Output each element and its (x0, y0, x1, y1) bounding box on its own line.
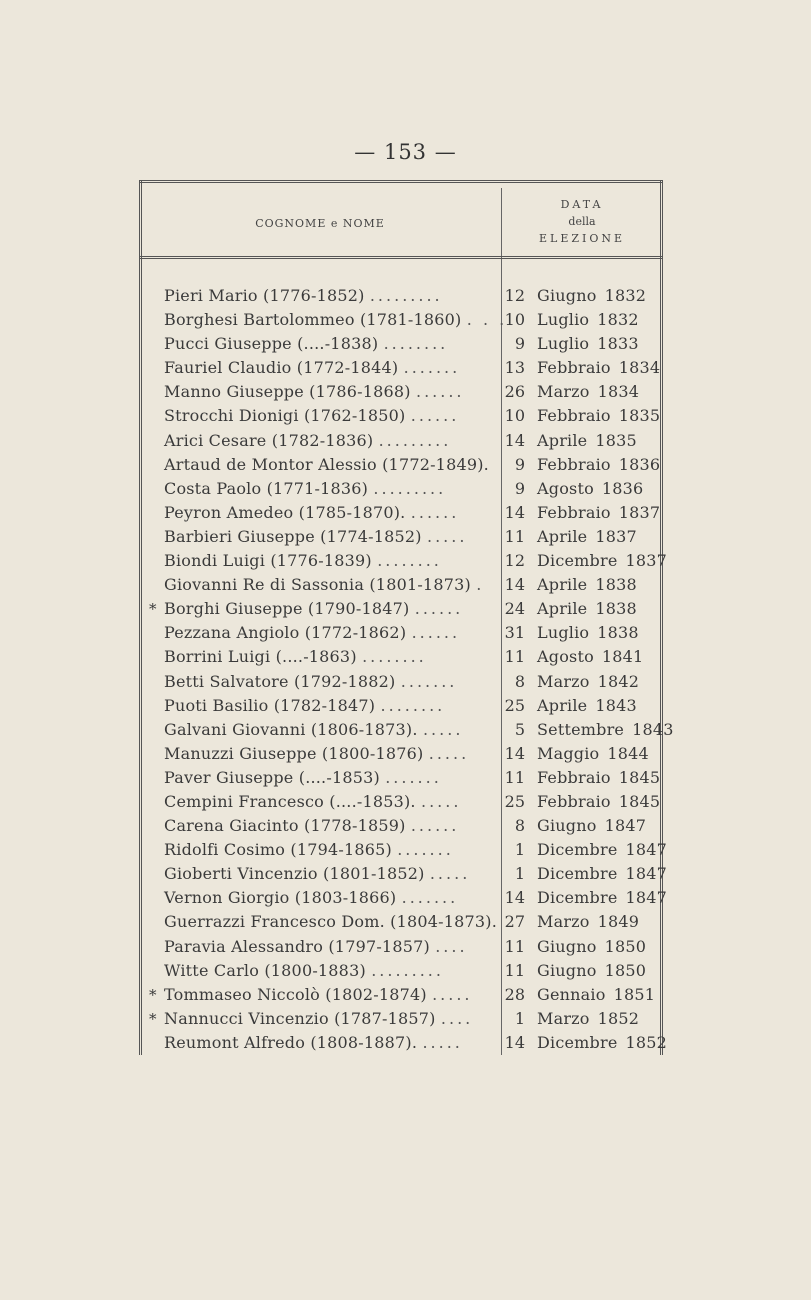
leader-dots: ....... (401, 888, 459, 908)
member-name-cell (164, 670, 499, 694)
member-name: Pucci Giuseppe (....-1838) (164, 334, 379, 354)
election-year: 1841 (601, 647, 644, 667)
election-year: 1852 (597, 1008, 640, 1028)
member-name-cell (164, 356, 499, 380)
election-day: 8 (514, 816, 525, 836)
leader-dots: ...... (410, 502, 460, 522)
election-year: 1835 (618, 406, 661, 426)
member-name-cell (164, 886, 499, 910)
leader-dots: ...... (411, 623, 461, 643)
election-year: 1847 (604, 816, 647, 836)
election-month: Febbraio (537, 502, 611, 522)
member-name: Cempini Francesco (....-1853). (164, 791, 416, 811)
election-month: Settembre (537, 719, 625, 739)
election-month-year (537, 983, 661, 1007)
election-year: 1851 (613, 984, 656, 1004)
election-year: 1843 (595, 695, 637, 715)
member-name: Paravia Alessandro (1797-1857) (164, 936, 430, 956)
election-day: 11 (504, 526, 525, 546)
member-name: Puoti Basilio (1782-1847) (164, 695, 376, 715)
election-month: Aprile (537, 526, 588, 546)
table-row (139, 718, 674, 742)
member-name-cell (164, 645, 499, 669)
election-month-year (537, 501, 661, 525)
table-row (139, 356, 663, 380)
table-row (139, 549, 668, 573)
election-day: 25 (504, 695, 525, 715)
member-name-cell (164, 621, 499, 645)
page-number: — 153 — (354, 140, 457, 164)
member-name-cell (164, 501, 499, 525)
election-month-year (537, 332, 661, 356)
election-year: 1838 (595, 575, 637, 595)
election-month-year (537, 718, 674, 742)
election-year: 1838 (597, 623, 639, 643)
table-row (139, 766, 663, 790)
table-row (139, 670, 663, 694)
election-year: 1842 (597, 671, 640, 691)
member-name: Guerrazzi Francesco Dom. (1804-1873). (164, 912, 497, 932)
election-day: 26 (504, 382, 525, 402)
leader-dots: ...... (414, 599, 464, 619)
leader-dots: ..... (429, 864, 471, 884)
election-day: 14 (504, 502, 525, 522)
member-name-cell (164, 573, 499, 597)
election-month: Aprile (537, 430, 588, 450)
table-row (139, 959, 663, 983)
table-row (139, 525, 663, 549)
name-column-header: COGNOME e NOME (255, 217, 385, 230)
election-month-year (537, 742, 661, 766)
leader-dots: ........ (383, 334, 449, 354)
member-name: Tommaseo Niccolò (1802-1874) (164, 984, 427, 1004)
leader-dots: ....... (400, 671, 458, 691)
election-month: Giugno (537, 936, 597, 956)
election-day: 14 (504, 1032, 525, 1052)
election-day: 5 (514, 719, 525, 739)
table-row (139, 501, 663, 525)
member-name-cell (164, 549, 499, 573)
member-name-cell (164, 935, 499, 959)
election-month-year (537, 404, 661, 428)
election-day: 14 (504, 575, 525, 595)
leader-dots: ......... (373, 478, 447, 498)
table-row (139, 862, 668, 886)
election-year: 1849 (597, 912, 640, 932)
election-day: 11 (504, 767, 525, 787)
election-day: 25 (504, 791, 525, 811)
table-row (139, 1031, 668, 1055)
member-name: Costa Paolo (1771-1836) (164, 478, 369, 498)
member-name-cell (164, 477, 499, 501)
member-name-cell (164, 429, 499, 453)
member-name: Borghesi Bartolommeo (1781-1860) (164, 310, 462, 330)
member-name: Arici Cesare (1782-1836) (164, 430, 374, 450)
election-month-year (537, 935, 661, 959)
election-month: Marzo (537, 912, 590, 932)
table-row (139, 742, 663, 766)
election-year: 1850 (604, 960, 647, 980)
election-month-year (537, 380, 661, 404)
member-name: Pieri Mario (1776-1852) (164, 286, 365, 305)
table-row (139, 284, 663, 308)
table-row (139, 477, 663, 501)
table-row (139, 308, 663, 332)
election-year: 1847 (625, 864, 668, 884)
date-header-line-3: ELEZIONE (538, 232, 626, 245)
election-day: 11 (504, 936, 525, 956)
election-year: 1832 (597, 310, 639, 330)
election-year: 1833 (597, 334, 639, 354)
member-name: Borghi Giuseppe (1790-1847) (164, 599, 410, 619)
table-row (139, 404, 663, 428)
election-month: Marzo (537, 671, 590, 691)
election-month-year (537, 959, 661, 983)
election-month: Aprile (537, 695, 588, 715)
election-month-year (537, 645, 661, 669)
member-name-cell (164, 862, 499, 886)
member-name: Gioberti Vincenzio (1801-1852) (164, 864, 425, 884)
election-day: 11 (504, 647, 525, 667)
member-name-cell (164, 718, 499, 742)
leader-dots: ..... (432, 984, 473, 1004)
leader-dots: ...... (410, 406, 460, 426)
election-day: 14 (504, 430, 525, 450)
table-row (139, 935, 663, 959)
member-name: Artaud de Montor Alessio (1772-1849). (164, 454, 489, 474)
member-name: Manuzzi Giuseppe (1800-1876) (164, 743, 424, 763)
election-month: Febbraio (537, 406, 611, 426)
election-month-year (537, 1031, 668, 1055)
election-month: Febbraio (537, 358, 611, 378)
table-row (139, 453, 663, 477)
leader-dots: ........ (362, 647, 427, 667)
election-day: 12 (504, 286, 525, 305)
election-day: 28 (504, 984, 525, 1004)
election-month-year (537, 621, 661, 645)
leader-dots: ....... (385, 767, 442, 787)
election-month-year (537, 356, 661, 380)
table-row (139, 790, 663, 814)
election-month-year (537, 549, 668, 573)
election-year: 1845 (618, 767, 661, 787)
election-day: 24 (504, 599, 525, 619)
election-month: Giugno (537, 960, 597, 980)
member-name-cell (164, 983, 499, 1007)
election-year: 1838 (595, 599, 637, 619)
election-month: Aprile (537, 599, 588, 619)
election-month-year (537, 477, 661, 501)
member-name: Biondi Luigi (1776-1839) (164, 551, 372, 571)
election-month: Luglio (537, 623, 590, 643)
election-month-year (537, 838, 668, 862)
table-row (139, 1007, 663, 1031)
member-name-cell (164, 694, 499, 718)
election-year: 1836 (618, 454, 661, 474)
election-year: 1844 (607, 743, 649, 763)
leader-dots: ........ (377, 551, 442, 571)
election-year: 1837 (625, 551, 668, 571)
election-month-year (537, 886, 668, 910)
leader-dots: . . . (466, 310, 508, 330)
table-row (139, 983, 663, 1007)
member-name: Vernon Giorgio (1803-1866) (164, 888, 397, 908)
election-month: Agosto (537, 478, 594, 498)
election-day: 1 (514, 1008, 525, 1028)
election-month: Maggio (537, 743, 600, 763)
member-name-cell (164, 790, 499, 814)
leader-dots: .... (435, 936, 468, 956)
member-name: Reumont Alfredo (1808-1887). (164, 1032, 418, 1052)
member-name: Borrini Luigi (....-1863) (164, 647, 357, 667)
election-year: 1835 (595, 430, 637, 450)
election-month-year (537, 790, 661, 814)
date-header-line-2: della (568, 215, 596, 228)
member-name-cell (164, 308, 508, 332)
member-name-cell (164, 766, 499, 790)
table-row (139, 838, 668, 862)
election-year: 1845 (618, 791, 661, 811)
election-year: 1832 (604, 286, 647, 305)
table-row (139, 332, 663, 356)
asterisk-mark: * (149, 600, 157, 619)
election-month: Dicembre (537, 864, 618, 884)
leader-dots: ......... (378, 430, 452, 450)
election-month-year (537, 814, 661, 838)
election-month: Giugno (537, 286, 597, 305)
leader-dots: ...... (416, 382, 465, 402)
election-year: 1834 (597, 382, 640, 402)
member-name: Betti Salvatore (1792-1882) (164, 671, 396, 691)
leader-dots: ..... (422, 1032, 463, 1052)
member-name: Peyron Amedeo (1785-1870). (164, 502, 406, 522)
leader-dots: ...... (410, 816, 460, 836)
election-month-year (537, 910, 661, 934)
member-name: Witte Carlo (1800-1883) (164, 960, 366, 980)
date-column-header (501, 196, 663, 247)
member-name: Carena Giacinto (1778-1859) (164, 816, 406, 836)
election-month: Marzo (537, 382, 590, 402)
member-name-cell (164, 525, 499, 549)
member-name-cell (164, 910, 499, 934)
member-name: Manno Giuseppe (1786-1868) (164, 382, 411, 402)
member-name-cell (164, 742, 499, 766)
member-name-cell (164, 1031, 499, 1055)
election-year: 1852 (625, 1032, 668, 1052)
table-row (139, 429, 663, 453)
election-month: Febbraio (537, 454, 611, 474)
election-day: 13 (504, 358, 525, 378)
member-name-cell (164, 1007, 499, 1031)
election-day: 31 (504, 623, 525, 643)
leader-dots: ........ (380, 695, 446, 715)
election-day: 8 (514, 671, 525, 691)
election-month: Agosto (537, 647, 594, 667)
table-row (139, 621, 663, 645)
member-name: Fauriel Claudio (1772-1844) (164, 358, 399, 378)
member-name-cell (164, 838, 499, 862)
member-name-cell (164, 332, 499, 356)
leader-dots: ..... (422, 719, 464, 739)
election-month-year (537, 766, 661, 790)
member-name-cell (164, 814, 499, 838)
election-year: 1843 (632, 719, 674, 739)
election-month-year (537, 862, 668, 886)
asterisk-mark: * (149, 985, 157, 1004)
election-month-year (537, 597, 661, 621)
election-month-year (537, 525, 661, 549)
leader-dots: ..... (421, 791, 462, 811)
election-year: 1836 (601, 478, 644, 498)
election-month-year (537, 453, 661, 477)
election-year: 1850 (604, 936, 647, 956)
member-name-cell (164, 284, 499, 308)
asterisk-mark: * (149, 1009, 157, 1028)
election-day: 12 (504, 551, 525, 571)
election-month-year (537, 1007, 661, 1031)
table-row (139, 380, 663, 404)
member-name: Ridolfi Cosimo (1794-1865) (164, 840, 392, 860)
table-row (139, 645, 663, 669)
member-name: Barbieri Giuseppe (1774-1852) (164, 526, 422, 546)
header-bottom-rule (139, 256, 663, 259)
table-row (139, 910, 663, 934)
election-month-year (537, 284, 661, 308)
election-day: 10 (504, 406, 525, 426)
election-day: 14 (504, 743, 525, 763)
member-name-cell (164, 453, 499, 477)
election-month-year (537, 573, 661, 597)
leader-dots: ..... (426, 526, 468, 546)
table-row (139, 694, 663, 718)
table-row (139, 814, 663, 838)
member-name-cell (164, 380, 499, 404)
leader-dots: ......... (369, 286, 443, 305)
election-year: 1834 (618, 358, 661, 378)
members-table (139, 180, 674, 1055)
member-name: Strocchi Dionigi (1762-1850) (164, 406, 406, 426)
table-top-rule (139, 180, 663, 183)
date-header-line-1: DATA (560, 198, 604, 211)
election-day: 9 (514, 334, 525, 354)
leader-dots: ....... (403, 358, 461, 378)
election-month-year (537, 670, 661, 694)
election-day: 1 (514, 864, 525, 884)
election-day: 27 (504, 912, 525, 932)
leader-dots: ..... (428, 743, 470, 763)
election-year: 1847 (625, 888, 668, 908)
table-row (139, 886, 668, 910)
member-name: Pezzana Angiolo (1772-1862) (164, 623, 407, 643)
election-month: Giugno (537, 816, 597, 836)
election-month: Dicembre (537, 551, 618, 571)
election-day: 9 (514, 478, 525, 498)
election-month: Dicembre (537, 1032, 618, 1052)
table-body (139, 284, 674, 1055)
election-month: Aprile (537, 575, 588, 595)
election-day: 1 (514, 840, 525, 860)
leader-dots: ......... (371, 960, 444, 980)
election-month: Luglio (537, 334, 590, 354)
leader-dots: . (476, 575, 485, 595)
election-month: Febbraio (537, 791, 611, 811)
member-name: Nannucci Vincenzio (1787-1857) (164, 1008, 436, 1028)
election-month: Luglio (537, 310, 590, 330)
member-name: Galvani Giovanni (1806-1873). (164, 719, 418, 739)
election-month: Gennaio (537, 984, 606, 1004)
member-name-cell (164, 959, 499, 983)
member-name-cell (164, 597, 499, 621)
leader-dots: ....... (397, 840, 454, 860)
election-day: 14 (504, 888, 525, 908)
member-name: Giovanni Re di Sassonia (1801-1873) (164, 575, 471, 595)
election-month-year (537, 694, 661, 718)
election-month: Marzo (537, 1008, 590, 1028)
election-month: Febbraio (537, 767, 611, 787)
election-month-year (537, 308, 661, 332)
election-day: 10 (504, 310, 525, 330)
election-month: Dicembre (537, 888, 618, 908)
leader-dots: .... (440, 1008, 474, 1028)
election-month: Dicembre (537, 840, 618, 860)
election-year: 1837 (595, 526, 637, 546)
election-year: 1837 (618, 502, 661, 522)
table-row (139, 573, 663, 597)
table-row (139, 597, 663, 621)
election-year: 1847 (625, 840, 668, 860)
member-name-cell (164, 404, 499, 428)
member-name: Paver Giuseppe (....-1853) (164, 767, 380, 787)
election-day: 11 (504, 960, 525, 980)
election-month-year (537, 429, 661, 453)
election-day: 9 (514, 454, 525, 474)
